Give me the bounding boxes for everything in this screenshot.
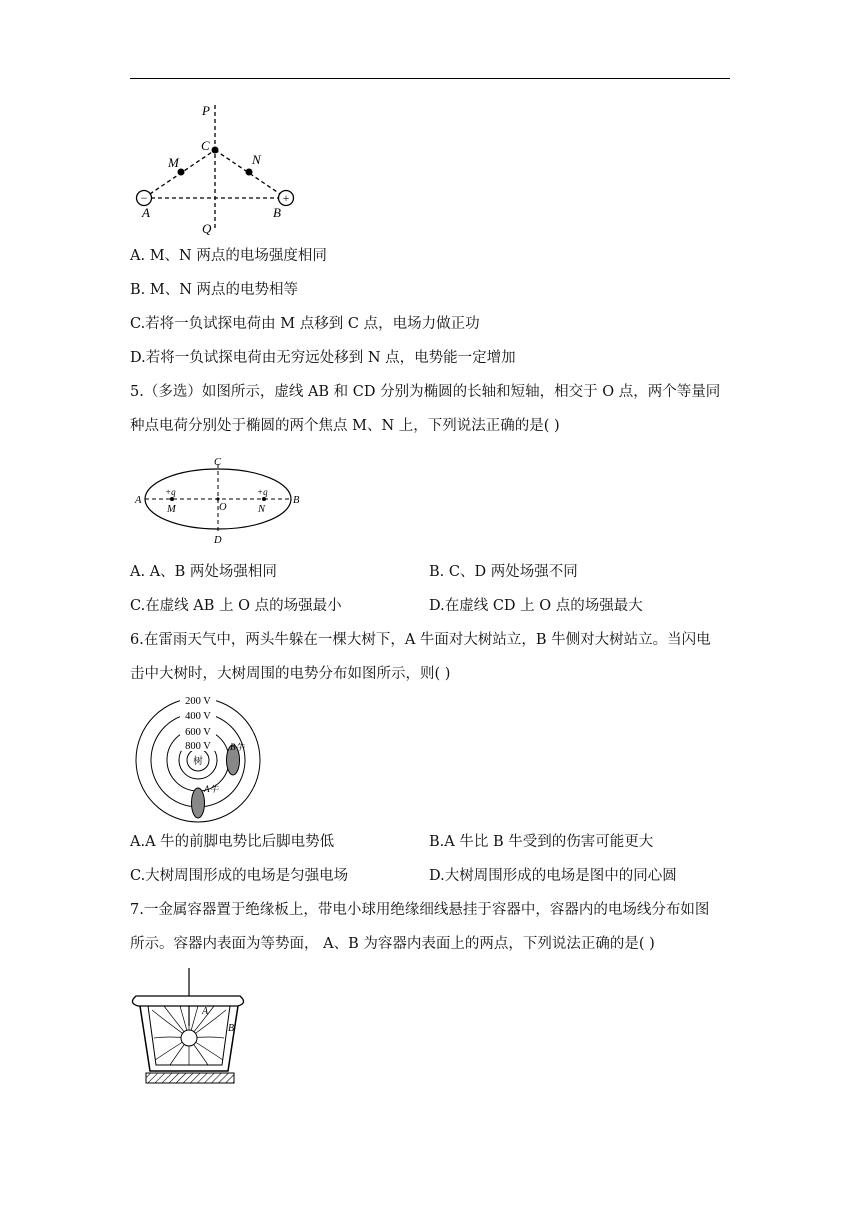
q5-label-m: M [167,504,176,515]
q5-label-c: C [214,457,222,468]
q6-label-tree: 树 [193,757,203,767]
q4-minus-sign: − [140,191,148,205]
header-rule [130,78,730,79]
q4-label-b: B [273,205,281,220]
q6-label-600v: 600 V [185,727,211,738]
q5-option-c: C.在虚线 AB 上 O 点的场强最小 [130,598,342,614]
q4-label-c: C [201,138,210,153]
q6-option-a: A.A 牛的前脚电势比后脚电势低 [130,834,335,850]
q4-option-a: A. M、N 两点的电场强度相同 [130,248,327,264]
q5-option-d: D.在虚线 CD 上 O 点的场强最大 [429,598,643,614]
q4-label-q: Q [202,221,212,236]
q7-stem-line2: 所示。容器内表面为等势面， A、B 为容器内表面上的两点，下列说法正确的是( ) [130,936,655,952]
q6-label-800v: 800 V [185,741,211,752]
q4-option-b: B. M、N 两点的电势相等 [130,282,299,298]
q4-label-m: M [168,155,179,170]
q6-stem-line1: 6.在雷雨天气中，两头牛躲在一棵大树下，A 牛面对大树站立，B 牛侧对大树站立。当闪电 [130,632,711,648]
q5-charge-2: +q [257,487,268,497]
q4-option-d: D.若将一负试探电荷由无穷远处移到 N 点，电势能一定增加 [130,350,516,366]
q7-label-b: B [228,1023,235,1034]
q6-figure [130,690,270,825]
q6-stem-line2: 击中大树时，大树周围的电势分布如图所示，则( ) [130,666,451,682]
q7-stem-line1: 7.一金属容器置于绝缘板上，带电小球用绝缘细线悬挂于容器中，容器内的电场线分布如图 [130,902,710,918]
q5-figure [132,454,312,546]
q6-option-c: C.大树周围形成的电场是匀强电场 [130,868,349,884]
q4-option-c: C.若将一负试探电荷由 M 点移到 C 点，电场力做正功 [130,316,480,332]
q5-stem-line1: 5.（多选）如图所示，虚线 AB 和 CD 分别为椭圆的长轴和短轴，相交于 O 点，两个等量同 [130,384,721,400]
q5-option-b: B. C、D 两处场强不同 [429,564,578,580]
q4-label-n: N [252,152,261,167]
q6-label-cow-b: B牛 [230,742,245,752]
q4-label-a: A [142,205,150,220]
q5-label-a: A [135,495,142,506]
q5-label-d: D [214,535,222,546]
q7-label-a: A [202,1006,209,1017]
q5-label-b: B [293,495,300,506]
q5-charge-1: +q [165,487,176,497]
q5-stem-line2: 种点电荷分别处于椭圆的两个焦点 M、N 上，下列说法正确的是( ) [130,418,560,434]
q5-label-o: O [219,502,227,513]
q5-label-n: N [258,504,266,515]
q7-figure [128,968,248,1086]
q5-option-a: A. A、B 两处场强相同 [130,564,277,580]
q6-option-b: B.A 牛比 B 牛受到的伤害可能更大 [429,834,654,850]
q6-label-200v: 200 V [185,696,211,707]
q4-plus-sign: + [282,191,290,205]
q6-label-400v: 400 V [185,711,211,722]
q6-option-d: D.大树周围形成的电场是图中的同心圆 [429,868,677,884]
q4-label-p: P [202,103,210,118]
q4-figure [128,100,298,240]
q6-label-cow-a: A牛 [204,784,219,794]
